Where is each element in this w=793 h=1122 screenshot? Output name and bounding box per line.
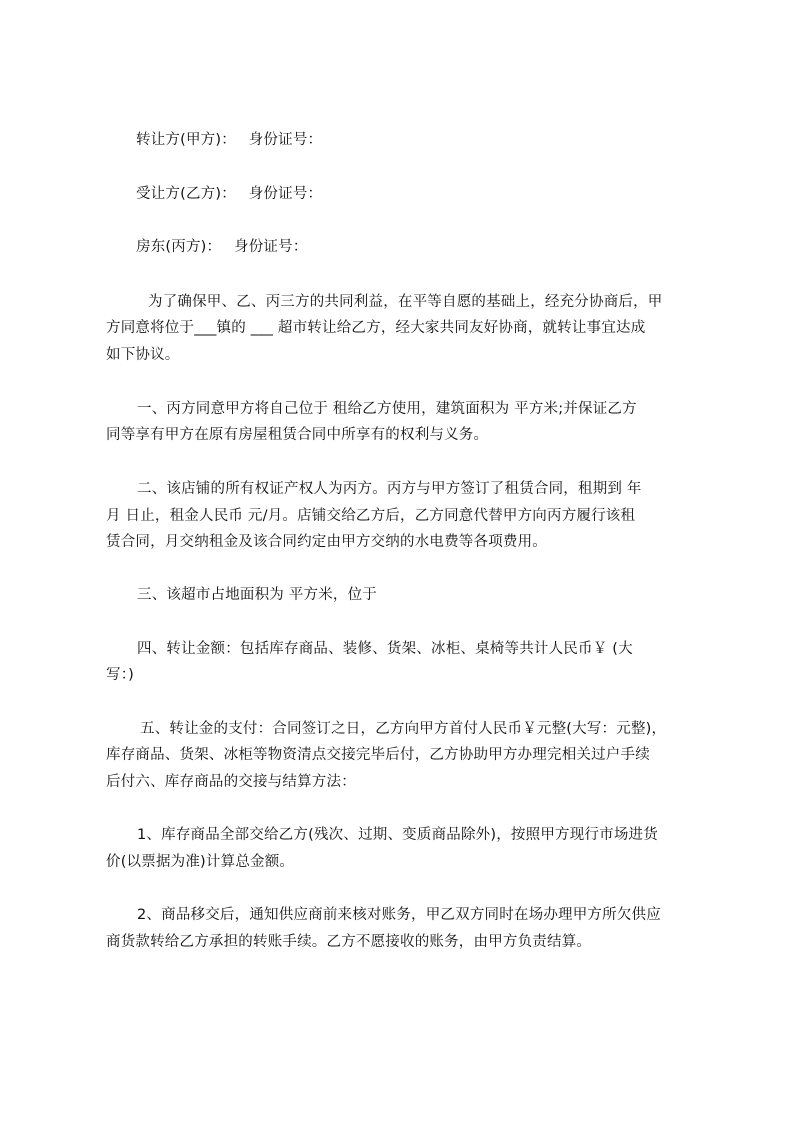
item-2-line-2: 商货款转给乙方承担的转账手续。乙方不愿接收的账务，由甲方负责结算。 — [106, 934, 592, 950]
item-1-line-1: 1、库存商品全部交给乙方(残次、过期、变质商品除外)，按照甲方现行市场进货 — [137, 827, 658, 843]
clause-5-line-1: 五、转让金的支付：合同签订之日，乙方向甲方首付人民币￥元整(大写：元整)， — [140, 721, 667, 737]
party-label: 转让方(甲方)： — [136, 132, 236, 148]
clause-1-line-1: 一、丙方同意甲方将自己位于 租给乙方使用，建筑面积为 平方米;并保证乙方 — [137, 401, 637, 417]
clause-2-line-3: 赁合同，月交纳租金及该合同约定由甲方交纳的水电费等各项费用。 — [106, 534, 547, 550]
party-line-landlord — [136, 237, 308, 257]
item-2-line-1: 2、商品移交后，通知供应商前来核对账务，甲乙双方同时在场办理甲方所欠供应 — [137, 907, 661, 923]
clause-4-line-2: 写：) — [106, 667, 135, 683]
clause-1-line-2: 同等享有甲方在原有房屋租赁合同中所享有的权利与义务。 — [106, 427, 489, 443]
clause-5-line-2: 库存商品、货架、冰柜等物资清点交接完毕后付，乙方协助甲方办理完相关过户手续 — [106, 747, 650, 763]
item-1-line-2: 价(以票据为准)计算总金额。 — [106, 854, 295, 870]
party-label: 房东(丙方)： — [136, 239, 222, 255]
clause-2-line-2: 月 日止，租金人民币 元/月。店铺交给乙方后，乙方同意代替甲方向丙方履行该租 — [106, 508, 636, 524]
party-label: 受让方(乙方)： — [136, 186, 236, 202]
id-number-label: 身份证号： — [248, 132, 323, 148]
clause-5-line-3: 后付六、库存商品的交接与结算方法： — [106, 774, 356, 790]
clause-3-line-1: 三、该超市占地面积为 平方米，位于 — [137, 587, 378, 603]
clause-4-line-1: 四、转让金额：包括库存商品、装修、货架、冰柜、桌椅等共计人民币￥ (大 — [137, 641, 633, 657]
id-number-label: 身份证号： — [234, 239, 308, 255]
preamble-line-2: 方同意将位于___镇的 ___ 超市转让给乙方，经大家共同友好协商，就转让事宜达成 — [106, 320, 646, 336]
id-number-label: 身份证号： — [248, 186, 323, 202]
party-line-transferor — [136, 130, 322, 150]
party-line-transferee — [136, 184, 322, 204]
clause-2-line-1: 二、该店铺的所有权证产权人为丙方。丙方与甲方签订了租赁合同，租期到 年 — [137, 481, 642, 497]
preamble-line-1: 为了确保甲、乙、丙三方的共同利益，在平等自愿的基础上，经充分协商后，甲 — [148, 294, 663, 310]
preamble-line-3: 如下协议。 — [106, 347, 180, 363]
